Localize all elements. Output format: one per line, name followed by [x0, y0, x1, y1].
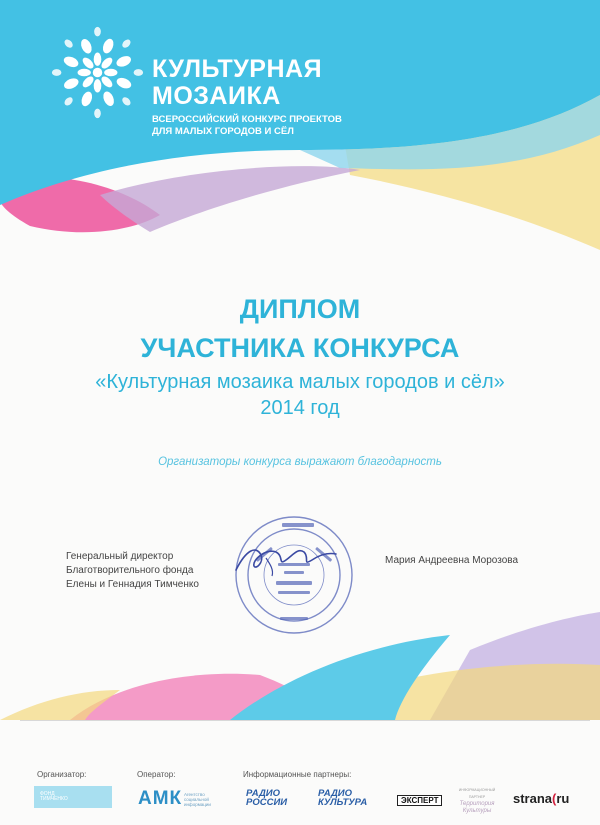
- logo-title-line2: МОЗАИКА: [152, 82, 281, 110]
- logo-subtitle-line2: ДЛЯ МАЛЫХ ГОРОДОВ И СЁЛ: [152, 126, 294, 137]
- contest-year: 2014 год: [260, 397, 340, 419]
- partners-label: Информационные партнеры:: [243, 770, 352, 779]
- logo-title-line1: КУЛЬТУРНАЯ: [152, 55, 323, 83]
- organizer-logo: [34, 786, 112, 808]
- radio-russia-line1: РАДИО: [246, 788, 281, 799]
- partner-radio-russia-logo: [246, 789, 287, 807]
- header-purple-wave: [100, 166, 360, 232]
- strana-logo-mark: (: [552, 791, 557, 806]
- logo-title: [152, 56, 322, 110]
- operator-label: Оператор:: [137, 770, 176, 779]
- radio-russia-line2: РОССИИ: [246, 797, 288, 808]
- handwritten-signature: [226, 530, 346, 590]
- kultura-logo-text: Территория Культуры: [459, 801, 495, 814]
- partner-kultura-logo: [452, 787, 502, 815]
- signatory-name: Мария Андреевна Морозова: [385, 555, 519, 566]
- partner-radio-kultura-logo: [318, 789, 367, 807]
- position-line1: Генеральный директор: [66, 551, 174, 562]
- logo-subtitle-line1: ВСЕРОССИЙСКИЙ КОНКУРС ПРОЕКТОВ: [152, 114, 342, 125]
- position-line3: Елены и Геннадия Тимченко: [66, 579, 199, 590]
- position-line2: Благотворительного фонда: [66, 565, 194, 576]
- diploma-title: ДИПЛОМ: [239, 294, 361, 324]
- strana-logo-text: strana: [513, 791, 553, 806]
- operator-logo-subtext: Агентство социальной информации: [184, 792, 211, 807]
- organizer-label: Организатор:: [37, 770, 87, 779]
- operator-logo-text: АМК: [138, 788, 183, 809]
- diploma-subtitle: УЧАСТНИКА КОНКУРСА: [140, 333, 460, 363]
- kultura-logo-pretext: ИНФОРМАЦИОННЫЙ ПАРТНЕР: [458, 788, 496, 799]
- signatory-position: [66, 550, 199, 592]
- strana-logo-ru: ru: [556, 791, 570, 806]
- logo-subtitle: [152, 114, 342, 138]
- thanks-text: Организаторы конкурса выражают благодарность: [158, 456, 442, 468]
- footer-divider: [20, 720, 590, 721]
- operator-logo: [138, 788, 228, 810]
- organizer-logo-text: ФОНД ТИМЧЕНКО: [40, 791, 68, 802]
- radio-kultura-line2: КУЛЬТУРА: [318, 797, 368, 808]
- partner-strana-logo: [513, 791, 569, 806]
- partner-expert-logo: ЭКСПЕРТ: [397, 795, 442, 806]
- radio-kultura-line1: РАДИО: [318, 788, 353, 799]
- contest-name: «Культурная мозаика малых городов и сёл»: [95, 371, 505, 393]
- flower-logo-icon: [50, 25, 145, 120]
